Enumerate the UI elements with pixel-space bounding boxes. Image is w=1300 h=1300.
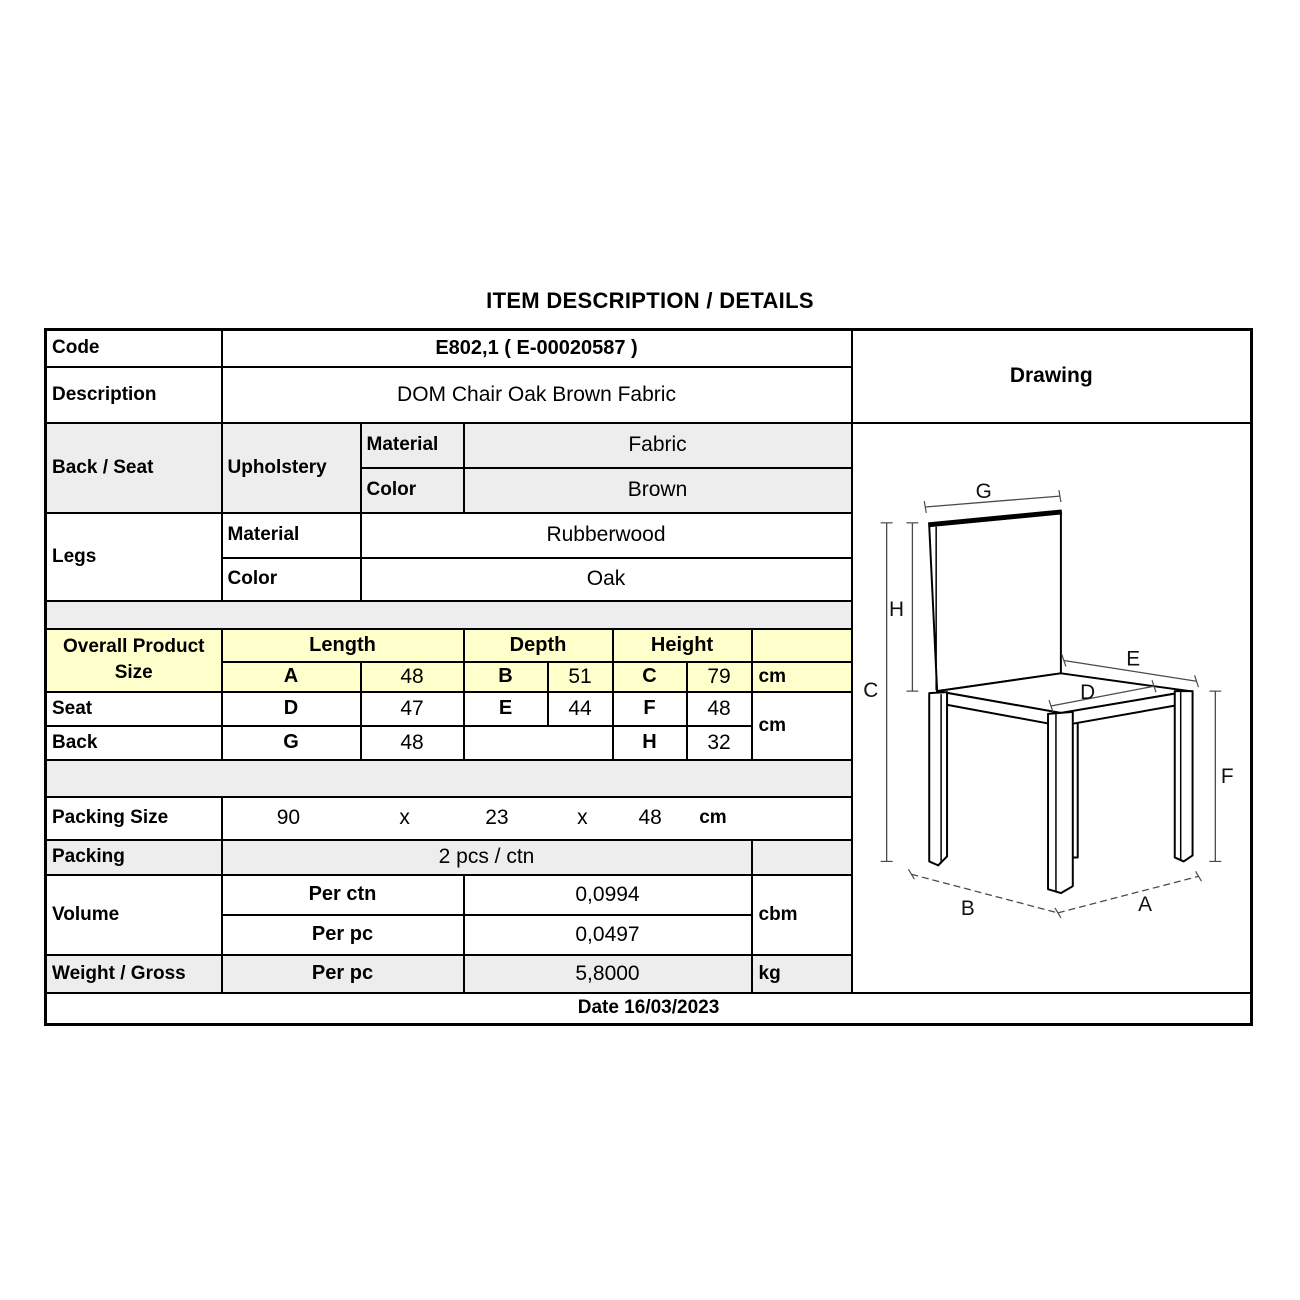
seat-back-unit: cm: [752, 692, 852, 760]
chair-front-leg: [1048, 711, 1073, 892]
length-header: Length: [222, 629, 464, 662]
dim-c-value: 79: [687, 662, 752, 692]
dim-h-value: 32: [687, 726, 752, 760]
chair-left-leg: [929, 692, 947, 865]
dim-d-key: D: [222, 692, 361, 726]
dim-g-key: G: [222, 726, 361, 760]
weight-per-pc-value: 5,8000: [464, 955, 752, 993]
dim-label-g: G: [975, 479, 992, 503]
legs-label: Legs: [46, 513, 222, 601]
dim-f-key: F: [613, 692, 687, 726]
packing-dim-1: 90: [276, 806, 301, 829]
upholstery-material-value: Fabric: [464, 423, 852, 468]
drawing-area: [852, 423, 1252, 993]
height-header: Height: [613, 629, 752, 662]
dim-g-value: 48: [361, 726, 464, 760]
legs-color-value: Oak: [361, 558, 852, 601]
legs-material-label: Material: [222, 513, 361, 558]
dim-label-a: A: [1137, 892, 1152, 916]
back-seat-label: Back / Seat: [46, 423, 222, 513]
dim-e-value: 44: [548, 692, 613, 726]
back-row-empty-cell: [464, 726, 613, 760]
packing-size-values: [223, 799, 851, 838]
dim-label-b: B: [960, 896, 975, 920]
dim-b-key: B: [464, 662, 548, 692]
volume-per-ctn-value: 0,0994: [464, 875, 752, 915]
seat-row-label: Seat: [46, 692, 222, 726]
volume-per-pc-value: 0,0497: [464, 915, 752, 955]
dim-b-value: 51: [548, 662, 613, 692]
weight-per-pc-label: Per pc: [222, 955, 464, 993]
weight-label: Weight / Gross: [46, 955, 222, 993]
dim-a-value: 48: [361, 662, 464, 692]
packing-value: 2 pcs / ctn: [222, 840, 752, 875]
packing-sep-1: x: [399, 806, 410, 829]
dim-f-value: 48: [687, 692, 752, 726]
spacer-row-2: [46, 760, 852, 797]
legs-material-value: Rubberwood: [361, 513, 852, 558]
packing-empty-cell: [752, 840, 852, 875]
drawing-header: Drawing: [852, 330, 1252, 423]
dim-label-e: E: [1125, 646, 1140, 670]
packing-size-value: [222, 797, 852, 840]
overall-size-label-line1: Overall Product: [63, 636, 205, 657]
code-label: Code: [46, 330, 222, 367]
volume-per-pc-label: Per pc: [222, 915, 464, 955]
packing-dim-2: 23: [485, 806, 509, 829]
dim-label-f: F: [1220, 764, 1234, 788]
packing-sep-2: x: [577, 806, 588, 829]
item-spec-table: [44, 328, 1253, 1026]
upholstery-label: Upholstery: [222, 423, 361, 513]
dim-label-c: C: [862, 678, 878, 702]
upholstery-color-value: Brown: [464, 468, 852, 513]
dim-label-h: H: [888, 597, 904, 621]
spacer-row-1: [46, 601, 852, 629]
depth-header: Depth: [464, 629, 613, 662]
dim-e-key: E: [464, 692, 548, 726]
volume-per-ctn-label: Per ctn: [222, 875, 464, 915]
code-value: E802,1 ( E-00020587 ): [222, 330, 852, 367]
dim-a-key: A: [222, 662, 361, 692]
overall-size-label: [46, 629, 222, 692]
chair-right-leg: [1174, 691, 1192, 861]
back-row-label: Back: [46, 726, 222, 760]
overall-size-label-line2: Size: [114, 662, 153, 683]
size-header-empty-cell: [752, 629, 852, 662]
packing-size-label: Packing Size: [46, 797, 222, 840]
legs-color-label: Color: [222, 558, 361, 601]
description-value: DOM Chair Oak Brown Fabric: [222, 367, 852, 423]
volume-unit: cbm: [752, 875, 852, 955]
overall-size-unit: cm: [752, 662, 852, 692]
date-row: Date 16/03/2023: [46, 993, 1252, 1025]
upholstery-color-label: Color: [361, 468, 464, 513]
upholstery-material-label: Material: [361, 423, 464, 468]
volume-label: Volume: [46, 875, 222, 955]
page-title: ITEM DESCRIPTION / DETAILS: [486, 288, 814, 313]
chair-backrest: [929, 512, 1061, 690]
dim-c-key: C: [613, 662, 687, 692]
dim-d-value: 47: [361, 692, 464, 726]
dim-label-d: D: [1079, 680, 1095, 704]
packing-dim-3: 48: [638, 806, 662, 829]
dim-h-key: H: [613, 726, 687, 760]
weight-unit: kg: [752, 955, 852, 993]
packing-size-unit: cm: [699, 807, 727, 828]
packing-label: Packing: [46, 840, 222, 875]
description-label: Description: [46, 367, 222, 423]
chair-drawing: [853, 424, 1249, 986]
